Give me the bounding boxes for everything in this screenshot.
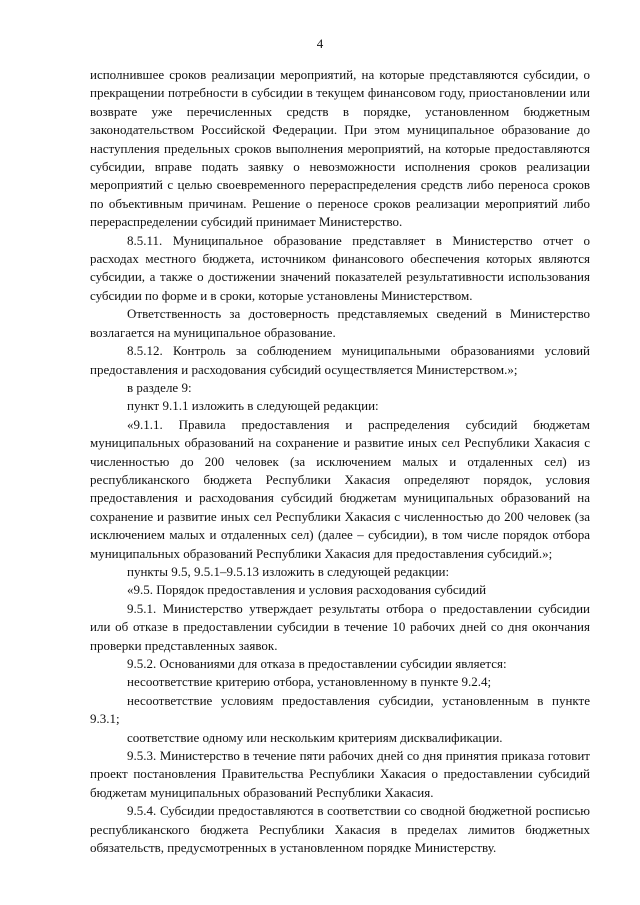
paragraph-9-5-2: 9.5.2. Основаниями для отказа в предоставлении субсидии является: (127, 656, 507, 671)
paragraph-refusal-1: несоответствие критерию отбора, установленному в пункте 9.2.4; (127, 674, 492, 690)
paragraph-9-5-heading: «9.5. Порядок предоставления и условия расходования субсидий (127, 582, 487, 598)
paragraph-refusal-3: соответствие одному или нескольким критериям дисквалификации. (127, 729, 503, 745)
paragraph-9-5-intro: пункты 9.5, 9.5.1–9.5.13 изложить в следующей редакции: (127, 563, 450, 579)
paragraph-9-1-1: «9.1.1. Правила предоставления и распределения субсидий бюджетам муниципальных образований на сохранение и развитие иных сел Республики Хакасия с численностью до 200 человек (за исключением малых и отдаленных сел) из республиканского бюджета Республики Хакасия определяют порядок, условия предоставления и расходования субсидий бюджетам муниципальных образований на сохранение и развитие иных сел Республики Хакасия с численностью до 200 человек (за исключением малых и отдаленных сел) (далее – субсидии), в том числе порядок отбора муниципальных образований Республики Хакасия для предоставления субсидий.»; (90, 416, 590, 561)
page-number: 4 (316, 36, 324, 51)
paragraph-9-5-3: 9.5.3. Министерство в течение пяти рабочих дней со дня принятия приказа готовит проект постановления Правительства Республики Хакасия о предоставлении субсидий бюджетам муниципальных образований Республики Хакасия. (90, 748, 590, 800)
paragraph-1: исполнившее сроков реализации мероприятий, на которые представляются субсидии, о прекращении потребности в субсидии в текущем финансовом году, приостановлении или возврате уже перечисленных средств в порядке, установленном бюджетным законодательством Российской Федерации. При этом муниципальное образование до наступления предельных сроков выполнения мероприятий, на которые предоставляются субсидии, вправе подать заявку о невозможности исполнения сроков реализации мероприятий с целью своевременного перераспределения средств либо переноса сроков по объективным причинам. Решение о переносе сроков реализации мероприятий либо перераспределении субсидий принимает Министерство. (90, 67, 590, 230)
paragraph-9-5-4: 9.5.4. Субсидии предоставляются в соответствии со сводной бюджетной росписью республиканского бюджета Республики Хакасия в пределах лимитов бюджетных обязательств, предусмотренных в установленном порядке Министерству. (90, 803, 590, 856)
paragraph-section-9: в разделе 9: (127, 379, 192, 395)
paragraph-refusal-2: несоответствие условиям предоставления субсидии, установленным в пункте 9.3.1; (90, 692, 590, 727)
paragraph-9-5-1: 9.5.1. Министерство утверждает результаты отбора о предоставлении субсидии или об отказе в предоставлении субсидии в течение 10 рабочих дней со дня окончания проверки представленных заявок. (90, 600, 590, 653)
paragraph-9-1-1-intro: пункт 9.1.1 изложить в следующей редакции: (127, 398, 379, 414)
paragraph-8-5-11: 8.5.11. Муниципальное образование представляет в Министерство отчет о расходах местного бюджета, источником финансового обеспечения которых являются субсидии, а также о достижении значений показателей результативности использования субсидии по форме и в сроки, которые установлены Министерством. (90, 232, 590, 303)
paragraph-8-5-12: 8.5.12. Контроль за соблюдением муниципальными образованиями условий предоставления и расходования субсидий осуществляется Министерством.»; (90, 343, 590, 377)
paragraph-responsibility: Ответственность за достоверность представляемых сведений в Министерство возлагается на муниципальное образование. (90, 306, 590, 340)
